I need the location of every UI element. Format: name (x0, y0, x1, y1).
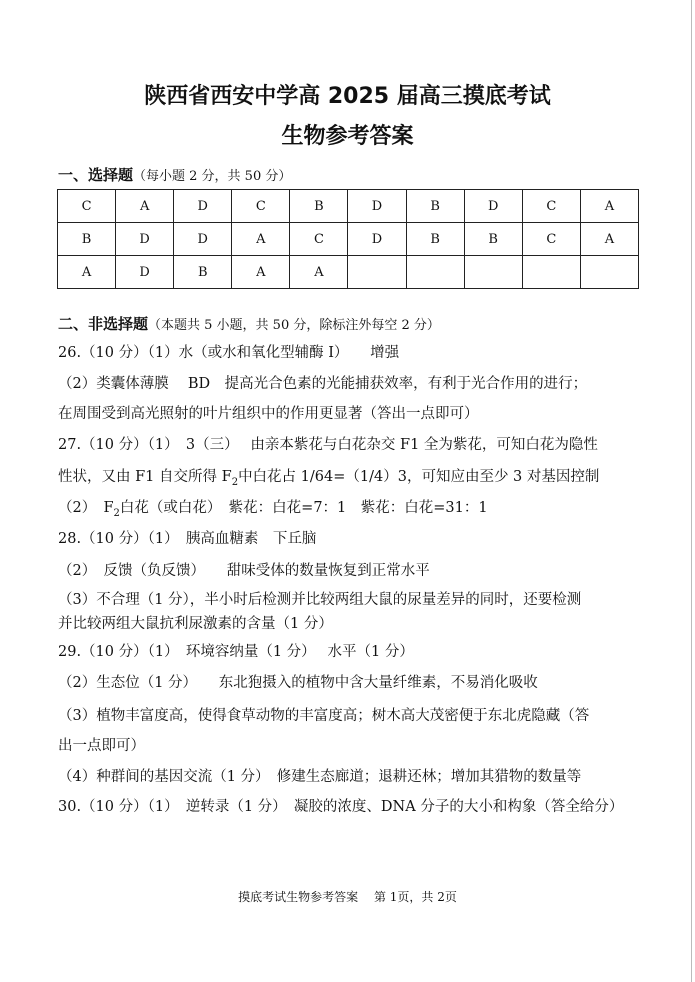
answer-cell: A (232, 256, 290, 289)
answer-cell: B (174, 256, 232, 289)
answer-line-27-1: 27.（10 分）（1） 3（三） 由亲本紫花与白花杂交 F1 全为紫花，可知白花为隐性 (58, 437, 598, 453)
text-run: 白花（或白花） 紫花：白花=7：1 紫花：白花=31：1 (119, 500, 488, 516)
answer-line-26-2: （2）类囊体薄膜 BD 提高光合色素的光能捕获效率，有利于光合作用的进行； (58, 376, 588, 392)
subscript: 2 (113, 507, 120, 519)
text-run: 性状，又由 F1 自交所得 F (58, 469, 232, 485)
answer-cell (522, 256, 580, 289)
answer-cell (580, 256, 638, 289)
answer-line-26-1: 26.（10 分）（1）水（或水和氧化型辅酶 I） 增强 (58, 345, 400, 361)
answer-line-28-2: （2） 反馈（负反馈） 甜味受体的数量恢复到正常水平 (58, 563, 430, 579)
answer-cell: C (232, 190, 290, 223)
text-run: 中白花占 1/64=（1/4）3，可知应由至少 3 对基因控制 (238, 469, 600, 485)
answer-row (58, 223, 639, 256)
answer-cell: B (406, 223, 464, 256)
answer-cell (348, 256, 406, 289)
answer-cell: B (58, 223, 116, 256)
answer-cell: A (58, 256, 116, 289)
section-1-heading: 一、选择题 (58, 166, 134, 184)
answer-cell: D (464, 190, 522, 223)
answer-cell: A (580, 190, 638, 223)
section-2-header (58, 313, 440, 334)
answer-line-29-1: 29.（10 分）（1） 环境容纳量（1 分） 水平（1 分） (58, 644, 414, 660)
exam-subtitle: 生物参考答案 (281, 124, 414, 149)
answer-line-28-3: （3）不合理（1 分），半小时后检测并比较两组大鼠的尿量差异的同时，还要检测 (58, 592, 582, 608)
answer-row (58, 190, 639, 223)
answer-line-27-2 (58, 467, 599, 493)
answer-cell: C (58, 190, 116, 223)
section-1-header (58, 164, 291, 185)
section-2-note: （本题共 5 小题，共 50 分，除标注外每空 2 分） (148, 318, 440, 333)
section-2-heading: 二、非选择题 (58, 315, 149, 333)
answer-line-26-3: 在周围受到高光照射的叶片组织中的作用更显著（答出一点即可） (58, 406, 479, 422)
answer-cell: D (348, 223, 406, 256)
answer-cell: B (464, 223, 522, 256)
subscript: 2 (231, 476, 239, 488)
answer-cell: D (174, 190, 232, 223)
answer-line-29-4: 出一点即可） (58, 738, 145, 754)
answer-line-29-3: （3）植物丰富度高，使得食草动物的丰富度高；树木高大茂密便于东北虎隐藏（答 (58, 708, 590, 724)
answer-cell: C (522, 190, 580, 223)
page-footer: 摸底考试生物参考答案 第 1页，共 2页 (238, 890, 457, 904)
text-run: （2） F (58, 500, 114, 516)
answer-line-28-4: 并比较两组大鼠抗利尿激素的含量（1 分） (58, 616, 333, 632)
answer-line-27-3 (58, 498, 488, 524)
answer-line-30-1: 30.（10 分）（1） 逆转录（1 分） 凝胶的浓度、DNA 分子的大小和构象（答全给分） (58, 799, 624, 815)
answer-cell: C (522, 223, 580, 256)
answer-cell: A (116, 190, 174, 223)
answer-cell: A (290, 256, 348, 289)
answer-cell: D (116, 223, 174, 256)
exam-title: 陕西省西安中学高 2025 届高三摸底考试 (144, 84, 551, 109)
answer-line-28-1: 28.（10 分）（1） 胰高血糖素 下丘脑 (58, 531, 317, 547)
answer-cell (464, 256, 522, 289)
answer-cell: B (290, 190, 348, 223)
answer-cell: B (406, 190, 464, 223)
answer-cell: C (290, 223, 348, 256)
answer-line-29-5: （4）种群间的基因交流（1 分） 修建生态廊道；退耕还林；增加其猎物的数量等 (58, 769, 582, 785)
answer-cell: D (348, 190, 406, 223)
answer-cell: A (232, 223, 290, 256)
answer-cell: A (580, 223, 638, 256)
section-1-note: （每小题 2 分，共 50 分） (133, 169, 292, 184)
answer-table (57, 189, 639, 289)
answer-cell (406, 256, 464, 289)
answer-line-29-2: （2）生态位（1 分） 东北狍摄入的植物中含大量纤维素，不易消化吸收 (58, 675, 538, 691)
answer-row (58, 256, 639, 289)
answer-cell: D (116, 256, 174, 289)
answer-cell: D (174, 223, 232, 256)
